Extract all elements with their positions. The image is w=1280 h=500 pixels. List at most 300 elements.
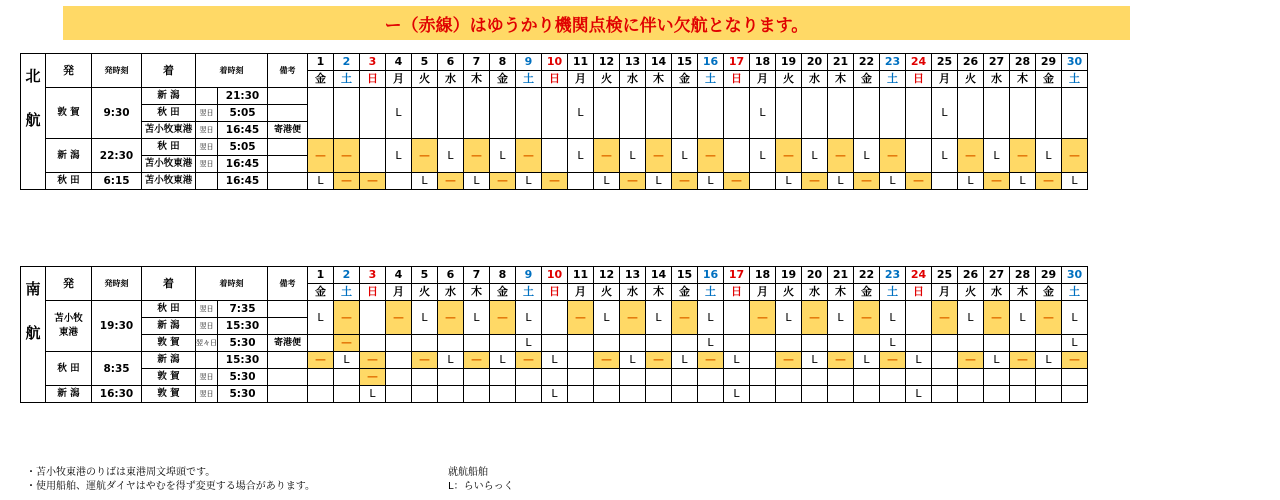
day-number: 15 — [672, 54, 698, 71]
empty-day-cell — [906, 301, 932, 335]
weekday: 土 — [698, 284, 724, 301]
empty-day-cell — [464, 88, 490, 139]
cancelled-day-cell: — — [672, 173, 698, 190]
cancelled-day-cell: — — [776, 139, 802, 173]
sailing-day-cell: L — [438, 139, 464, 173]
col-remarks: 備考 — [268, 267, 308, 301]
weekday: 木 — [828, 284, 854, 301]
departure-port: 秋 田 — [46, 352, 92, 386]
empty-day-cell — [984, 335, 1010, 352]
empty-day-cell — [386, 173, 412, 190]
empty-day-cell — [516, 369, 542, 386]
day-number: 20 — [802, 267, 828, 284]
empty-day-cell — [490, 88, 516, 139]
weekday: 月 — [932, 284, 958, 301]
cancelled-day-cell: — — [308, 139, 334, 173]
empty-day-cell — [516, 386, 542, 403]
remarks — [268, 369, 308, 386]
day-number: 20 — [802, 54, 828, 71]
empty-day-cell — [646, 369, 672, 386]
arrival-port: 苫小牧東港 — [142, 156, 196, 173]
weekday: 火 — [594, 71, 620, 88]
weekday: 火 — [776, 71, 802, 88]
day-number: 10 — [542, 54, 568, 71]
empty-day-cell — [672, 335, 698, 352]
day-number: 24 — [906, 54, 932, 71]
arrival-day: 翌日 — [196, 301, 218, 318]
section-label: 南 航 — [21, 267, 46, 403]
weekday: 木 — [1010, 284, 1036, 301]
weekday: 木 — [828, 71, 854, 88]
empty-day-cell — [1010, 369, 1036, 386]
remarks — [268, 88, 308, 105]
empty-day-cell — [906, 335, 932, 352]
cancelled-day-cell: — — [854, 173, 880, 190]
empty-day-cell — [594, 88, 620, 139]
empty-day-cell — [1036, 386, 1062, 403]
arrival-time: 5:30 — [218, 335, 268, 352]
day-number: 17 — [724, 54, 750, 71]
day-number: 1 — [308, 54, 334, 71]
vessel-legend-item: L：らいらっく — [448, 481, 514, 492]
sailing-day-cell: L — [620, 352, 646, 369]
cancelled-day-cell: — — [646, 352, 672, 369]
empty-day-cell — [802, 369, 828, 386]
col-remarks: 備考 — [268, 54, 308, 88]
header-row-days — [21, 54, 1088, 71]
cancelled-day-cell: — — [802, 173, 828, 190]
empty-day-cell — [334, 386, 360, 403]
empty-day-cell — [568, 335, 594, 352]
arrival-time: 16:45 — [218, 156, 268, 173]
empty-day-cell — [438, 335, 464, 352]
weekday: 日 — [542, 71, 568, 88]
empty-day-cell — [308, 88, 334, 139]
vessel-legend — [448, 466, 514, 494]
empty-day-cell — [776, 386, 802, 403]
weekday: 金 — [854, 71, 880, 88]
empty-day-cell — [386, 369, 412, 386]
empty-day-cell — [958, 386, 984, 403]
departure-time: 16:30 — [92, 386, 142, 403]
weekday: 水 — [438, 284, 464, 301]
cancelled-day-cell: — — [1036, 301, 1062, 335]
empty-day-cell — [646, 88, 672, 139]
notice-banner: ー（赤線）はゆうかり機関点検に伴い欠航となります。 — [63, 6, 1130, 40]
empty-day-cell — [620, 386, 646, 403]
day-number: 28 — [1010, 54, 1036, 71]
empty-day-cell — [750, 369, 776, 386]
weekday: 土 — [880, 284, 906, 301]
empty-day-cell — [386, 386, 412, 403]
cancelled-day-cell: — — [1010, 139, 1036, 173]
day-number: 30 — [1062, 54, 1088, 71]
sailing-day-cell: L — [1062, 301, 1088, 335]
weekday: 水 — [984, 71, 1010, 88]
day-number: 1 — [308, 267, 334, 284]
empty-day-cell — [542, 369, 568, 386]
departure-port: 新 潟 — [46, 386, 92, 403]
empty-day-cell — [360, 335, 386, 352]
sailing-day-cell: L — [516, 301, 542, 335]
day-number: 25 — [932, 54, 958, 71]
weekday: 金 — [672, 284, 698, 301]
sailing-day-cell: L — [646, 173, 672, 190]
arrival-time: 5:30 — [218, 369, 268, 386]
empty-day-cell — [672, 88, 698, 139]
cancelled-day-cell: — — [542, 173, 568, 190]
empty-day-cell — [334, 88, 360, 139]
empty-day-cell — [802, 88, 828, 139]
col-depart: 発 — [46, 54, 92, 88]
vessel-title: 就航船舶 — [448, 467, 488, 478]
empty-day-cell — [724, 301, 750, 335]
departure-port: 苫小牧 東港 — [46, 301, 92, 352]
departure-time: 6:15 — [92, 173, 142, 190]
empty-day-cell — [958, 335, 984, 352]
footnote-2: ・使用船舶、運航ダイヤはやむを得ず変更する場合があります。 — [26, 481, 315, 492]
day-number: 6 — [438, 54, 464, 71]
cancelled-day-cell: — — [828, 352, 854, 369]
weekday: 火 — [412, 284, 438, 301]
sailing-day-cell: L — [880, 335, 906, 352]
sailing-day-cell: L — [672, 352, 698, 369]
remarks: 寄港便 — [268, 122, 308, 139]
remarks — [268, 301, 308, 318]
remarks — [268, 386, 308, 403]
sailing-day-cell: L — [464, 173, 490, 190]
empty-day-cell — [1010, 386, 1036, 403]
cancelled-day-cell: — — [464, 352, 490, 369]
empty-day-cell — [594, 369, 620, 386]
day-number: 12 — [594, 54, 620, 71]
sailing-day-cell: L — [1062, 335, 1088, 352]
empty-day-cell — [490, 335, 516, 352]
schedule-row — [21, 139, 1088, 156]
sailing-day-cell: L — [386, 139, 412, 173]
cancelled-day-cell: — — [334, 301, 360, 335]
sailing-day-cell: L — [828, 301, 854, 335]
weekday: 水 — [802, 284, 828, 301]
cancelled-day-cell: — — [984, 301, 1010, 335]
col-arrive-time: 着時刻 — [196, 54, 268, 88]
empty-day-cell — [438, 88, 464, 139]
weekday: 日 — [906, 71, 932, 88]
sailing-day-cell: L — [880, 301, 906, 335]
empty-day-cell — [880, 386, 906, 403]
empty-day-cell — [828, 386, 854, 403]
departure-port: 新 潟 — [46, 139, 92, 173]
weekday: 土 — [516, 71, 542, 88]
cancelled-day-cell: — — [1062, 352, 1088, 369]
cancelled-day-cell: — — [464, 139, 490, 173]
remarks — [268, 105, 308, 122]
day-number: 4 — [386, 54, 412, 71]
weekday: 金 — [308, 71, 334, 88]
departure-time: 22:30 — [92, 139, 142, 173]
sailing-day-cell: L — [776, 301, 802, 335]
arrival-time: 5:05 — [218, 105, 268, 122]
empty-day-cell — [828, 88, 854, 139]
empty-day-cell — [1062, 369, 1088, 386]
empty-day-cell — [620, 88, 646, 139]
day-number: 18 — [750, 267, 776, 284]
empty-day-cell — [620, 369, 646, 386]
empty-day-cell — [724, 88, 750, 139]
weekday: 土 — [334, 284, 360, 301]
day-number: 19 — [776, 267, 802, 284]
arrival-time: 5:05 — [218, 139, 268, 156]
sailing-day-cell: L — [854, 139, 880, 173]
weekday: 木 — [646, 284, 672, 301]
empty-day-cell — [568, 352, 594, 369]
arrival-day: 翌日 — [196, 369, 218, 386]
weekday: 土 — [698, 71, 724, 88]
schedule-row — [21, 335, 1088, 352]
day-number: 13 — [620, 267, 646, 284]
weekday: 金 — [308, 284, 334, 301]
empty-day-cell — [854, 335, 880, 352]
cancelled-day-cell: — — [672, 301, 698, 335]
sailing-day-cell: L — [490, 352, 516, 369]
cancelled-day-cell: — — [308, 352, 334, 369]
sailing-day-cell: L — [672, 139, 698, 173]
empty-day-cell — [490, 369, 516, 386]
sailing-day-cell: L — [880, 173, 906, 190]
empty-day-cell — [386, 335, 412, 352]
sailing-day-cell: L — [620, 139, 646, 173]
sailing-day-cell: L — [698, 173, 724, 190]
arrival-time: 5:30 — [218, 386, 268, 403]
empty-day-cell — [958, 88, 984, 139]
cancelled-day-cell: — — [1010, 352, 1036, 369]
weekday: 土 — [516, 284, 542, 301]
weekday: 木 — [464, 284, 490, 301]
col-depart-time: 発時刻 — [92, 267, 142, 301]
sailing-day-cell: L — [308, 173, 334, 190]
empty-day-cell — [360, 88, 386, 139]
day-number: 8 — [490, 54, 516, 71]
empty-day-cell — [672, 386, 698, 403]
sailing-day-cell: L — [802, 352, 828, 369]
sailing-day-cell: L — [386, 88, 412, 139]
sailing-day-cell: L — [594, 173, 620, 190]
day-number: 29 — [1036, 267, 1062, 284]
arrival-day: 翌々日 — [196, 335, 218, 352]
empty-day-cell — [568, 173, 594, 190]
weekday: 土 — [334, 71, 360, 88]
sailing-day-cell: L — [958, 301, 984, 335]
arrival-day: 翌日 — [196, 386, 218, 403]
day-number: 27 — [984, 267, 1010, 284]
weekday: 日 — [542, 284, 568, 301]
cancelled-day-cell: — — [334, 173, 360, 190]
empty-day-cell — [412, 386, 438, 403]
empty-day-cell — [698, 386, 724, 403]
empty-day-cell — [360, 139, 386, 173]
remarks — [268, 139, 308, 156]
departure-time: 8:35 — [92, 352, 142, 386]
arrival-day: 翌日 — [196, 156, 218, 173]
cancelled-day-cell: — — [412, 352, 438, 369]
cancelled-day-cell: — — [438, 173, 464, 190]
col-depart-time: 発時刻 — [92, 54, 142, 88]
day-number: 21 — [828, 54, 854, 71]
departure-time: 9:30 — [92, 88, 142, 139]
day-number: 9 — [516, 267, 542, 284]
arrival-port: 秋 田 — [142, 139, 196, 156]
empty-day-cell — [308, 369, 334, 386]
empty-day-cell — [750, 386, 776, 403]
empty-day-cell — [724, 335, 750, 352]
weekday: 水 — [620, 71, 646, 88]
empty-day-cell — [438, 386, 464, 403]
sailing-day-cell: L — [412, 301, 438, 335]
arrival-day — [196, 88, 218, 105]
weekday: 火 — [958, 71, 984, 88]
day-number: 10 — [542, 267, 568, 284]
weekday: 木 — [1010, 71, 1036, 88]
weekday: 月 — [750, 71, 776, 88]
departure-port: 敦 賀 — [46, 88, 92, 139]
arrival-port: 秋 田 — [142, 105, 196, 122]
col-arrive: 着 — [142, 54, 196, 88]
day-number: 14 — [646, 267, 672, 284]
cancelled-day-cell: — — [854, 301, 880, 335]
arrival-port: 敦 賀 — [142, 386, 196, 403]
sailing-day-cell: L — [334, 352, 360, 369]
arrival-time: 15:30 — [218, 318, 268, 335]
arrival-day: 翌日 — [196, 318, 218, 335]
empty-day-cell — [1036, 369, 1062, 386]
empty-day-cell — [308, 335, 334, 352]
empty-day-cell — [776, 369, 802, 386]
sailing-day-cell: L — [828, 173, 854, 190]
cancelled-day-cell: — — [958, 352, 984, 369]
day-number: 11 — [568, 54, 594, 71]
day-number: 30 — [1062, 267, 1088, 284]
weekday: 木 — [646, 71, 672, 88]
schedule-row — [21, 173, 1088, 190]
weekday: 日 — [724, 284, 750, 301]
sailing-day-cell: L — [1010, 301, 1036, 335]
sailing-day-cell: L — [776, 173, 802, 190]
sailing-day-cell: L — [1036, 139, 1062, 173]
day-number: 5 — [412, 267, 438, 284]
south-schedule-table — [20, 266, 1088, 403]
day-number: 7 — [464, 54, 490, 71]
empty-day-cell — [1010, 335, 1036, 352]
empty-day-cell — [776, 335, 802, 352]
empty-day-cell — [802, 386, 828, 403]
arrival-day — [196, 173, 218, 190]
sailing-day-cell: L — [984, 352, 1010, 369]
weekday: 木 — [464, 71, 490, 88]
arrival-port: 新 潟 — [142, 88, 196, 105]
empty-day-cell — [880, 369, 906, 386]
arrival-time: 15:30 — [218, 352, 268, 369]
empty-day-cell — [620, 335, 646, 352]
day-number: 3 — [360, 267, 386, 284]
cancelled-day-cell: — — [412, 139, 438, 173]
empty-day-cell — [750, 352, 776, 369]
empty-day-cell — [490, 386, 516, 403]
remarks — [268, 173, 308, 190]
arrival-port: 苫小牧東港 — [142, 173, 196, 190]
empty-day-cell — [1036, 88, 1062, 139]
cancelled-day-cell: — — [880, 352, 906, 369]
empty-day-cell — [854, 386, 880, 403]
empty-day-cell — [932, 369, 958, 386]
weekday: 月 — [750, 284, 776, 301]
weekday: 火 — [412, 71, 438, 88]
cancelled-day-cell: — — [750, 301, 776, 335]
empty-day-cell — [984, 369, 1010, 386]
arrival-port: 敦 賀 — [142, 369, 196, 386]
sailing-day-cell: L — [802, 139, 828, 173]
cancelled-day-cell: — — [594, 139, 620, 173]
day-number: 19 — [776, 54, 802, 71]
footnotes — [26, 466, 315, 494]
schedule-row — [21, 352, 1088, 369]
remarks: 寄港便 — [268, 335, 308, 352]
empty-day-cell — [412, 88, 438, 139]
sailing-day-cell: L — [1010, 173, 1036, 190]
day-number: 22 — [854, 267, 880, 284]
day-number: 2 — [334, 54, 360, 71]
footnote-1: ・苫小牧東港のりばは東港周文埠頭です。 — [26, 467, 216, 478]
empty-day-cell — [1062, 386, 1088, 403]
empty-day-cell — [984, 88, 1010, 139]
cancelled-day-cell: — — [490, 301, 516, 335]
weekday: 月 — [386, 284, 412, 301]
header-row-days — [21, 267, 1088, 284]
section-label: 北 航 — [21, 54, 46, 190]
sailing-day-cell: L — [646, 301, 672, 335]
cancelled-day-cell: — — [360, 352, 386, 369]
sailing-day-cell: L — [568, 139, 594, 173]
arrival-time: 7:35 — [218, 301, 268, 318]
cancelled-day-cell: — — [802, 301, 828, 335]
sailing-day-cell: L — [594, 301, 620, 335]
sailing-day-cell: L — [698, 301, 724, 335]
sailing-day-cell: L — [750, 139, 776, 173]
day-number: 27 — [984, 54, 1010, 71]
weekday: 金 — [1036, 284, 1062, 301]
weekday: 月 — [568, 284, 594, 301]
weekday: 金 — [490, 71, 516, 88]
departure-port: 秋 田 — [46, 173, 92, 190]
sailing-day-cell: L — [360, 386, 386, 403]
sailing-day-cell: L — [1062, 173, 1088, 190]
empty-day-cell — [698, 88, 724, 139]
remarks — [268, 318, 308, 335]
sailing-day-cell: L — [698, 335, 724, 352]
sailing-day-cell: L — [464, 301, 490, 335]
arrival-day — [196, 352, 218, 369]
cancelled-day-cell: — — [516, 352, 542, 369]
empty-day-cell — [828, 335, 854, 352]
sailing-day-cell: L — [984, 139, 1010, 173]
day-number: 14 — [646, 54, 672, 71]
day-number: 26 — [958, 54, 984, 71]
sailing-day-cell: L — [854, 352, 880, 369]
day-number: 6 — [438, 267, 464, 284]
arrival-day: 翌日 — [196, 122, 218, 139]
sailing-day-cell: L — [1036, 352, 1062, 369]
empty-day-cell — [516, 88, 542, 139]
col-arrive-time: 着時刻 — [196, 267, 268, 301]
